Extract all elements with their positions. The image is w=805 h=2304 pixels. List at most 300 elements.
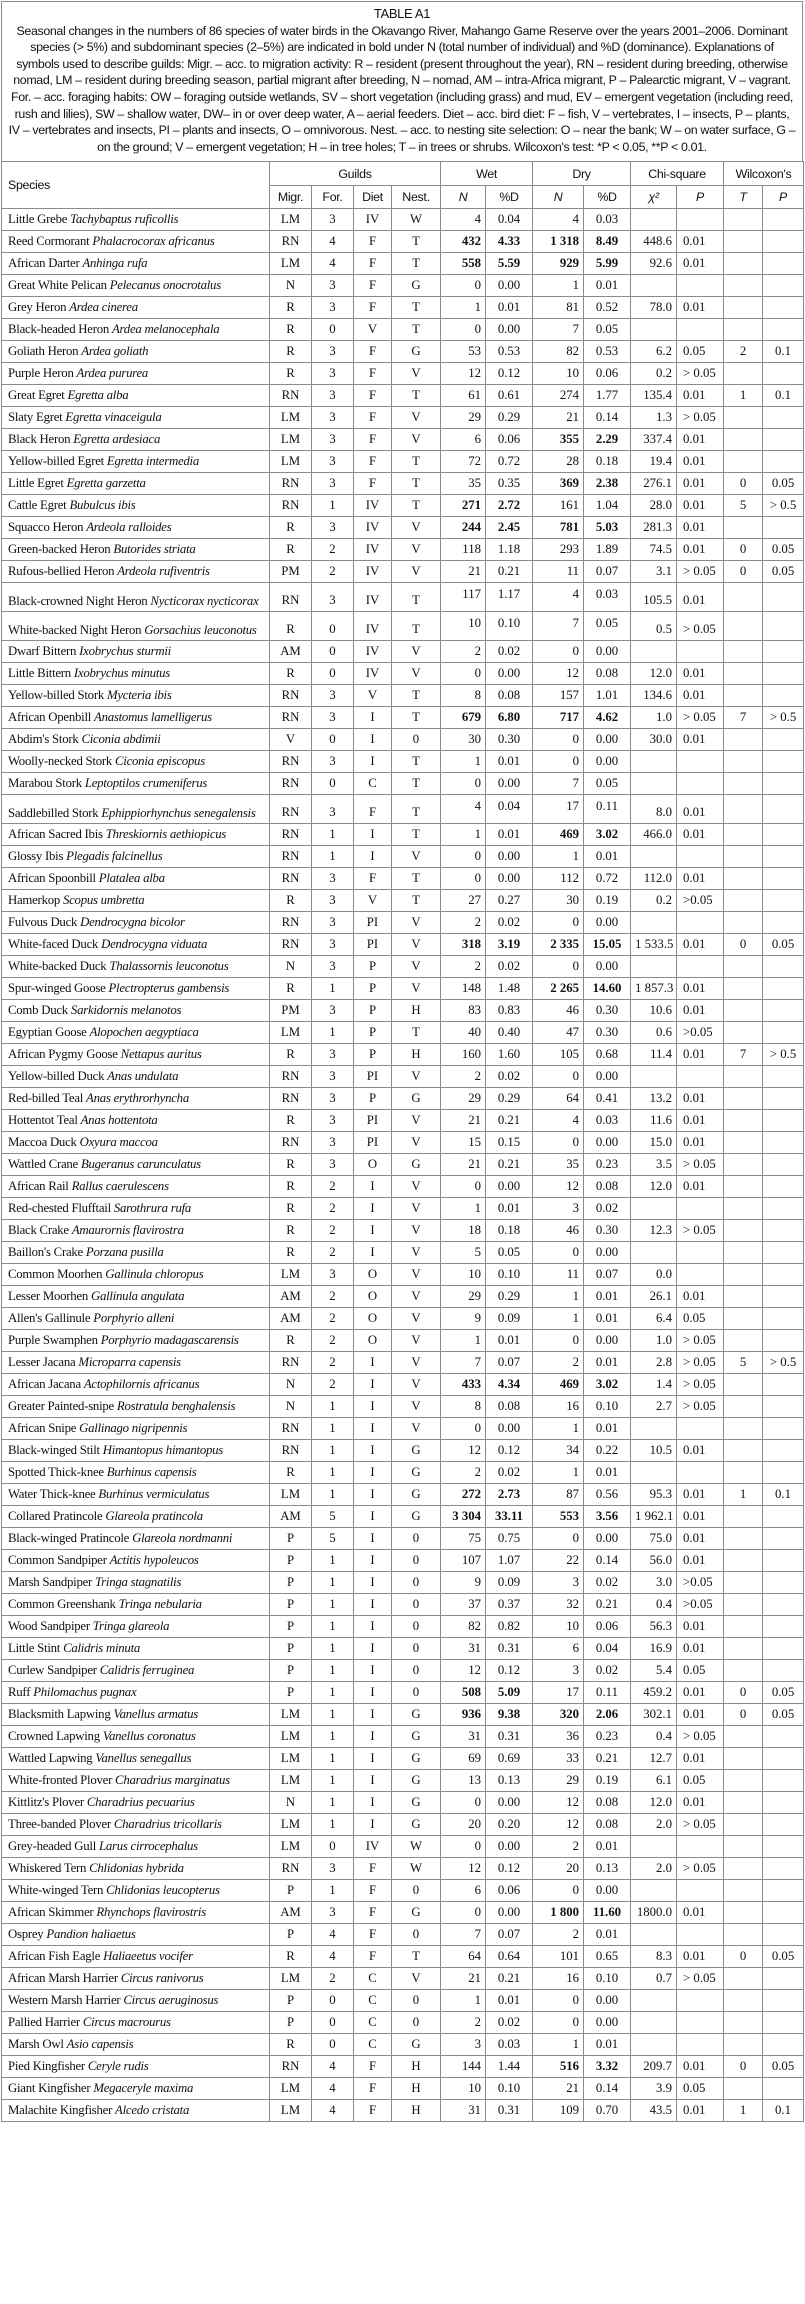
nest-cell <box>392 846 441 868</box>
dry-n-value: 274 <box>559 388 580 403</box>
migr-value: R <box>286 1245 295 1260</box>
diet-cell <box>354 773 392 795</box>
dry-n-value: 10 <box>566 1619 580 1634</box>
for-cell <box>312 1880 354 1902</box>
nest-value: V <box>411 410 421 425</box>
nest-cell <box>392 429 441 451</box>
nest-value: G <box>411 1729 421 1744</box>
species-cell <box>2 1594 270 1616</box>
species-cell <box>2 429 270 451</box>
chi2-cell <box>631 1440 677 1462</box>
migr-value: P <box>286 1685 295 1700</box>
for-cell <box>312 1396 354 1418</box>
chi-p-value: 0.01 <box>683 827 706 842</box>
for-value: 3 <box>329 754 336 769</box>
diet-cell <box>354 978 392 1000</box>
dry-pd-cell <box>584 1902 631 1924</box>
wil-t-cell <box>724 1990 763 2012</box>
dry-n-cell <box>533 2100 584 2122</box>
common-name: Little Grebe <box>8 212 68 227</box>
wet-pd-cell <box>486 956 533 978</box>
dry-n-cell <box>533 1968 584 1990</box>
wil-p-value: 0.05 <box>771 1685 795 1700</box>
chi-p-value: 0.01 <box>683 593 706 608</box>
migr-cell <box>270 868 312 890</box>
wet-pd-cell <box>486 1506 533 1528</box>
migr-cell <box>270 363 312 385</box>
migr-value: R <box>286 300 295 315</box>
chi-p-value: > 0.05 <box>683 366 716 381</box>
wil-t-cell <box>724 1858 763 1880</box>
diet-cell <box>354 1682 392 1704</box>
wet-pd-value: 1.48 <box>497 981 521 996</box>
table-row <box>2 1704 804 1726</box>
species-cell <box>2 1990 270 2012</box>
diet-value: F <box>368 2059 377 2074</box>
wet-n-value: 271 <box>461 498 482 513</box>
diet-cell <box>354 1924 392 1946</box>
diet-value: C <box>368 2015 377 2030</box>
migr-cell <box>270 1198 312 1220</box>
chi-p-value: 0.01 <box>683 2103 706 2118</box>
migr-value: N <box>285 1377 296 1392</box>
species-cell <box>2 1352 270 1374</box>
chi-p-value: 0.01 <box>683 476 706 491</box>
species-cell <box>2 1198 270 1220</box>
dry-pd-value: 0.02 <box>595 1663 619 1678</box>
diet-value: O <box>367 1333 378 1348</box>
species-cell <box>2 1704 270 1726</box>
chi2-value: 12.3 <box>649 1223 673 1238</box>
species-cell <box>2 561 270 583</box>
common-name: Abdim's Stork <box>8 732 79 747</box>
migr-cell <box>270 912 312 934</box>
migr-cell <box>270 1704 312 1726</box>
migr-value: AM <box>280 1289 301 1304</box>
chi2-cell <box>631 890 677 912</box>
species-cell <box>2 1726 270 1748</box>
nest-value: V <box>411 1421 421 1436</box>
migr-value: R <box>286 366 295 381</box>
dry-n-cell <box>533 385 584 407</box>
diet-cell <box>354 912 392 934</box>
chi-p-cell <box>677 1594 724 1616</box>
migr-cell <box>270 319 312 341</box>
wet-n-cell <box>441 231 486 253</box>
wil-t-cell <box>724 846 763 868</box>
dry-pd-value: 0.03 <box>595 1113 619 1128</box>
migr-value: RN <box>281 234 300 249</box>
scientific-name: Anas erythrorhyncha <box>86 1091 189 1106</box>
dry-pd-value: 0.07 <box>595 564 619 579</box>
chi2-value: 12.0 <box>649 666 673 681</box>
chi2-cell <box>631 1968 677 1990</box>
scientific-name: Ardeola rufiventris <box>117 564 210 579</box>
diet-value: I <box>370 710 375 725</box>
dry-n-value: 17 <box>566 799 580 814</box>
dry-pd-value: 0.00 <box>595 1531 619 1546</box>
dry-pd-value: 8.49 <box>595 234 619 249</box>
header-dry-pd: %D <box>584 185 631 209</box>
for-cell <box>312 1748 354 1770</box>
wet-pd-cell <box>486 912 533 934</box>
wil-t-cell <box>724 1308 763 1330</box>
for-cell <box>312 1792 354 1814</box>
chi2-cell <box>631 1242 677 1264</box>
scientific-name: Gallinula angulata <box>90 1289 185 1304</box>
dry-pd-value: 0.01 <box>595 1311 619 1326</box>
dry-pd-cell <box>584 1088 631 1110</box>
dry-n-cell <box>533 2012 584 2034</box>
wet-pd-cell <box>486 253 533 275</box>
wet-pd-value: 0.40 <box>497 1025 521 1040</box>
dry-n-value: 20 <box>566 1861 580 1876</box>
common-name: Egyptian Goose <box>8 1025 87 1040</box>
chi-p-cell <box>677 1000 724 1022</box>
chi-p-cell <box>677 824 724 846</box>
dry-n-cell <box>533 1484 584 1506</box>
for-value: 0 <box>329 776 336 791</box>
diet-cell <box>354 1352 392 1374</box>
diet-value: P <box>368 1025 377 1040</box>
table-row <box>2 495 804 517</box>
nest-cell <box>392 1132 441 1154</box>
dry-n-value: 1 800 <box>550 1905 580 1920</box>
dry-pd-value: 0.72 <box>595 871 619 886</box>
wet-pd-cell <box>486 1462 533 1484</box>
table-row <box>2 1550 804 1572</box>
dry-pd-value: 2.29 <box>595 432 619 447</box>
species-cell <box>2 2012 270 2034</box>
header-dry: Dry <box>533 162 631 186</box>
migr-value: LM <box>280 1971 301 1986</box>
migr-cell <box>270 890 312 912</box>
wet-n-cell <box>441 1902 486 1924</box>
chi-p-value: 0.01 <box>683 688 706 703</box>
common-name: Lesser Moorhen <box>8 1289 89 1304</box>
chi-p-cell <box>677 209 724 231</box>
dry-n-cell <box>533 729 584 751</box>
wet-pd-value: 6.80 <box>497 710 521 725</box>
wet-n-value: 0 <box>474 871 482 886</box>
chi-p-value: > 0.05 <box>683 1223 716 1238</box>
diet-value: IV <box>365 1839 380 1854</box>
migr-cell <box>270 1264 312 1286</box>
dry-n-cell <box>533 1748 584 1770</box>
wet-pd-value: 0.29 <box>497 1091 521 1106</box>
chi-p-cell <box>677 2012 724 2034</box>
wet-pd-value: 9.38 <box>497 1707 521 1722</box>
diet-cell <box>354 2034 392 2056</box>
species-cell <box>2 1616 270 1638</box>
chi-p-cell <box>677 685 724 707</box>
dry-pd-cell <box>584 1440 631 1462</box>
nest-value: G <box>411 344 421 359</box>
scientific-name: Thalassornis leuconotus <box>109 959 229 974</box>
migr-value: R <box>286 1949 295 1964</box>
species-cell <box>2 1484 270 1506</box>
dry-pd-value: 0.05 <box>595 322 619 337</box>
wil-p-cell <box>763 978 804 1000</box>
header-chi-p: P <box>677 185 724 209</box>
nest-cell <box>392 751 441 773</box>
for-value: 0 <box>329 666 336 681</box>
for-value: 4 <box>329 1927 336 1942</box>
diet-cell <box>354 1044 392 1066</box>
common-name: Curlew Sandpiper <box>8 1663 97 1678</box>
dry-n-value: 1 318 <box>550 234 580 249</box>
scientific-name: Circus aeruginosus <box>123 1993 219 2008</box>
wet-pd-cell <box>486 1176 533 1198</box>
nest-value: G <box>411 1707 421 1722</box>
wet-pd-cell <box>486 1946 533 1968</box>
for-cell <box>312 1330 354 1352</box>
species-cell <box>2 407 270 429</box>
chi-p-value: 0.01 <box>683 1113 706 1128</box>
wet-n-value: 21 <box>468 1971 482 1986</box>
dry-pd-cell <box>584 1000 631 1022</box>
for-value: 1 <box>329 1597 336 1612</box>
nest-cell <box>392 517 441 539</box>
dry-n-value: 17 <box>566 1685 580 1700</box>
species-cell <box>2 495 270 517</box>
dry-pd-value: 0.53 <box>595 344 619 359</box>
for-cell <box>312 1572 354 1594</box>
table-a1 <box>1 1 803 2122</box>
wet-pd-cell <box>486 1924 533 1946</box>
wet-n-value: 0 <box>474 1179 482 1194</box>
chi-p-value: 0.01 <box>683 300 706 315</box>
wil-t-cell <box>724 1484 763 1506</box>
dry-pd-value: 0.00 <box>595 1883 619 1898</box>
nest-cell <box>392 407 441 429</box>
wet-n-value: 1 <box>474 754 482 769</box>
chi-p-value: 0.05 <box>683 1311 706 1326</box>
chi2-cell <box>631 1660 677 1682</box>
chi-p-cell <box>677 1462 724 1484</box>
common-name: Blacksmith Lapwing <box>8 1707 111 1722</box>
nest-value: V <box>411 849 421 864</box>
species-cell <box>2 641 270 663</box>
table-row <box>2 868 804 890</box>
chi-p-cell <box>677 846 724 868</box>
for-cell <box>312 319 354 341</box>
wet-n-value: 12 <box>468 366 482 381</box>
dry-n-cell <box>533 663 584 685</box>
wet-n-cell <box>441 685 486 707</box>
nest-cell <box>392 1528 441 1550</box>
wil-t-cell <box>724 209 763 231</box>
wet-n-cell <box>441 363 486 385</box>
header-guilds: Guilds <box>270 162 441 186</box>
common-name: Pied Kingfisher <box>8 2059 85 2074</box>
diet-cell <box>354 1198 392 1220</box>
dry-n-value: 1 <box>572 1421 580 1436</box>
wet-n-cell <box>441 385 486 407</box>
dry-n-cell <box>533 297 584 319</box>
scientific-name: Charadrius marginatus <box>115 1773 230 1788</box>
chi-p-cell <box>677 612 724 641</box>
chi-p-cell <box>677 473 724 495</box>
chi2-cell <box>631 795 677 824</box>
wet-n-value: 433 <box>461 1377 482 1392</box>
chi-p-value: > 0.05 <box>683 1861 716 1876</box>
nest-cell <box>392 319 441 341</box>
chi2-value: 448.6 <box>643 234 673 249</box>
nest-value: T <box>412 1949 420 1964</box>
wil-t-cell <box>724 795 763 824</box>
scientific-name: Alopochen aegyptiaca <box>89 1025 199 1040</box>
nest-value: V <box>411 1135 421 1150</box>
wet-n-cell <box>441 539 486 561</box>
chi-p-value: > 0.05 <box>683 1729 716 1744</box>
wet-n-value: 21 <box>468 1157 482 1172</box>
for-value: 2 <box>329 1245 336 1260</box>
dry-pd-cell <box>584 1858 631 1880</box>
wet-pd-cell <box>486 2012 533 2034</box>
wil-p-cell <box>763 1572 804 1594</box>
diet-cell <box>354 1418 392 1440</box>
dry-pd-cell <box>584 890 631 912</box>
wet-pd-value: 0.31 <box>497 2103 521 2118</box>
chi-p-cell <box>677 751 724 773</box>
for-value: 5 <box>329 1531 336 1546</box>
dry-pd-cell <box>584 1308 631 1330</box>
wet-n-value: 0 <box>474 776 482 791</box>
chi2-cell <box>631 1792 677 1814</box>
wet-pd-value: 0.21 <box>497 1157 521 1172</box>
diet-cell <box>354 1528 392 1550</box>
for-cell <box>312 1440 354 1462</box>
dry-n-cell <box>533 495 584 517</box>
table-row <box>2 824 804 846</box>
scientific-name: Alcedo cristata <box>115 2103 190 2118</box>
wil-p-cell <box>763 2100 804 2122</box>
for-cell <box>312 1418 354 1440</box>
wet-pd-value: 33.11 <box>494 1509 524 1524</box>
wet-pd-value: 0.02 <box>497 1465 521 1480</box>
chi-p-value: 0.01 <box>683 805 706 820</box>
dry-pd-cell <box>584 561 631 583</box>
nest-value: T <box>412 593 420 608</box>
dry-pd-cell <box>584 1880 631 1902</box>
wet-n-value: 679 <box>461 710 482 725</box>
species-cell <box>2 1550 270 1572</box>
wil-p-value: 0.1 <box>775 344 792 359</box>
dry-pd-cell <box>584 1550 631 1572</box>
diet-value: F <box>368 366 377 381</box>
wet-n-cell <box>441 583 486 612</box>
migr-cell <box>270 641 312 663</box>
diet-value: C <box>368 776 377 791</box>
dry-pd-value: 0.01 <box>595 1465 619 1480</box>
table-row <box>2 1088 804 1110</box>
wil-p-cell <box>763 663 804 685</box>
dry-n-value: 355 <box>559 432 580 447</box>
dry-pd-cell <box>584 729 631 751</box>
chi2-cell <box>631 451 677 473</box>
for-cell <box>312 795 354 824</box>
species-cell <box>2 2078 270 2100</box>
nest-cell <box>392 612 441 641</box>
common-name: Green-backed Heron <box>8 542 111 557</box>
nest-value: T <box>412 388 420 403</box>
table-row <box>2 1396 804 1418</box>
scientific-name: Burhinus vermiculatus <box>98 1487 210 1502</box>
wet-n-value: 9 <box>474 1311 482 1326</box>
scientific-name: Actitis hypoleucos <box>109 1553 199 1568</box>
nest-value: T <box>412 300 420 315</box>
migr-cell <box>270 2100 312 2122</box>
wil-t-cell <box>724 1572 763 1594</box>
dry-n-cell <box>533 1396 584 1418</box>
wil-t-cell <box>724 612 763 641</box>
chi2-cell <box>631 663 677 685</box>
wet-pd-value: 1.44 <box>497 2059 521 2074</box>
diet-cell <box>354 1110 392 1132</box>
dry-n-cell <box>533 1220 584 1242</box>
wil-t-cell <box>724 1044 763 1066</box>
diet-cell <box>354 707 392 729</box>
scientific-name: Chlidonias leucopterus <box>106 1883 220 1898</box>
wet-n-value: 0 <box>474 1795 482 1810</box>
table-row <box>2 729 804 751</box>
wet-n-value: 107 <box>461 1553 482 1568</box>
dry-n-value: 33 <box>566 1751 580 1766</box>
migr-cell <box>270 934 312 956</box>
wil-t-value: 0 <box>739 1685 747 1700</box>
scientific-name: Glareola nordmanni <box>132 1531 233 1546</box>
migr-cell <box>270 1220 312 1242</box>
chi2-cell <box>631 517 677 539</box>
wil-p-cell <box>763 539 804 561</box>
migr-cell <box>270 385 312 407</box>
table-row <box>2 275 804 297</box>
wet-n-value: 40 <box>468 1025 482 1040</box>
diet-value: I <box>370 1597 375 1612</box>
diet-value: P <box>368 981 377 996</box>
diet-value: I <box>370 754 375 769</box>
wil-p-cell <box>763 846 804 868</box>
for-value: 3 <box>329 344 336 359</box>
for-value: 4 <box>329 234 336 249</box>
dry-pd-value: 0.14 <box>595 410 619 425</box>
diet-value: F <box>368 234 377 249</box>
migr-cell <box>270 1638 312 1660</box>
dry-pd-cell <box>584 1462 631 1484</box>
chi2-cell <box>631 561 677 583</box>
for-cell <box>312 1352 354 1374</box>
table-row <box>2 663 804 685</box>
common-name: Purple Swamphen <box>8 1333 98 1348</box>
wil-p-cell <box>763 275 804 297</box>
nest-value: 0 <box>412 2015 420 2030</box>
nest-value: V <box>411 1113 421 1128</box>
migr-value: R <box>286 542 295 557</box>
dry-n-value: 0 <box>572 959 580 974</box>
dry-pd-value: 0.23 <box>595 1157 619 1172</box>
for-cell <box>312 1528 354 1550</box>
migr-cell <box>270 1286 312 1308</box>
table-row <box>2 2034 804 2056</box>
wet-pd-cell <box>486 407 533 429</box>
common-name: White-fronted Plover <box>8 1773 113 1788</box>
nest-cell <box>392 2078 441 2100</box>
migr-cell <box>270 1946 312 1968</box>
dry-n-cell <box>533 1418 584 1440</box>
wil-p-value: 0.1 <box>775 2103 792 2118</box>
wet-n-value: 12 <box>468 1663 482 1678</box>
